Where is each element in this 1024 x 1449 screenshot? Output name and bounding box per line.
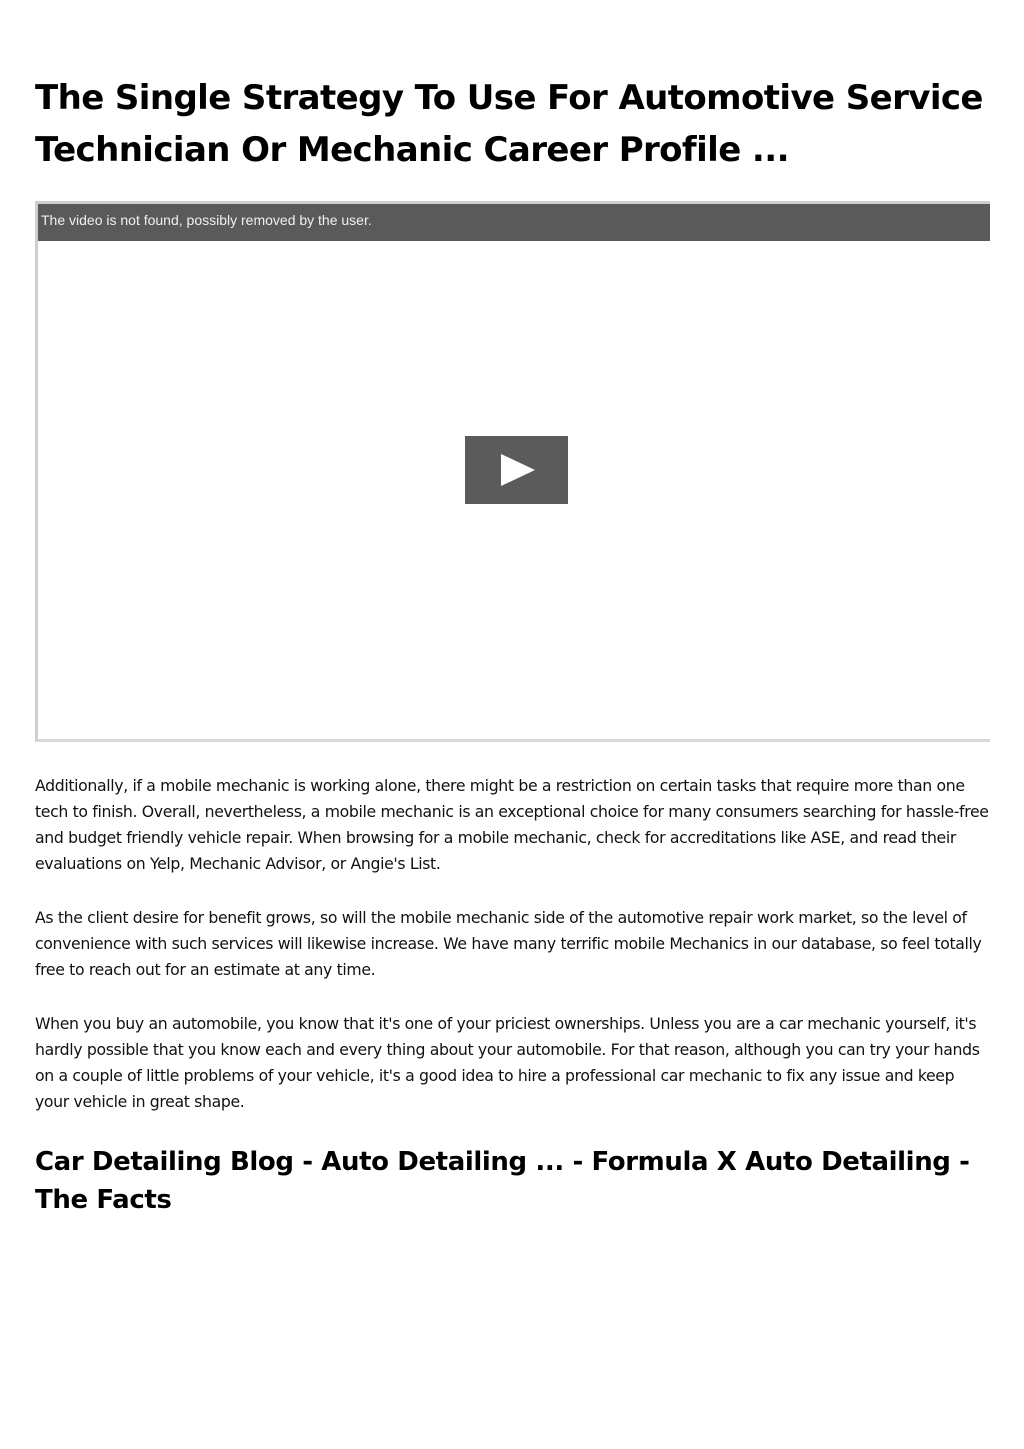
- section-heading: Car Detailing Blog - Auto Detailing ... - Formula X Auto Detailing - The Facts: [35, 1147, 970, 1215]
- video-error-message: The video is not found, possibly removed by the user.: [41, 212, 372, 228]
- video-error-bar: [38, 204, 990, 241]
- video-embed[interactable]: [35, 201, 990, 742]
- page-title: The Single Strategy To Use For Automotive Service Technician Or Mechanic Career Profile ...: [35, 78, 983, 170]
- play-icon: [465, 436, 568, 504]
- play-button[interactable]: [465, 436, 568, 504]
- paragraph: When you buy an automobile, you know that it's one of your priciest ownerships. Unless you are a car mechanic yourself, it's hardly possible that you know each and every thing about your automobile. For that reason, although you can try your hands on a couple of little problems of your vehicle, it's a good idea to hire a professional car mechanic to fix any issue and keep your vehicle in great shape.: [35, 1014, 980, 1111]
- paragraph: As the client desire for benefit grows, so will the mobile mechanic side of the automotive repair work market, so the level of convenience with such services will likewise increase. We have many terrific mobile Mechanics in our database, so feel totally free to reach out for an estimate at any time.: [35, 908, 982, 979]
- paragraph: Additionally, if a mobile mechanic is working alone, there might be a restriction on certain tasks that require more than one tech to finish. Overall, nevertheless, a mobile mechanic is an exceptional choice for many consumers searching for hassle-free and budget friendly vehicle repair. When browsing for a mobile mechanic, check for accreditations like ASE, and read their evaluations on Yelp, Mechanic Advisor, or Angie's List.: [35, 776, 989, 873]
